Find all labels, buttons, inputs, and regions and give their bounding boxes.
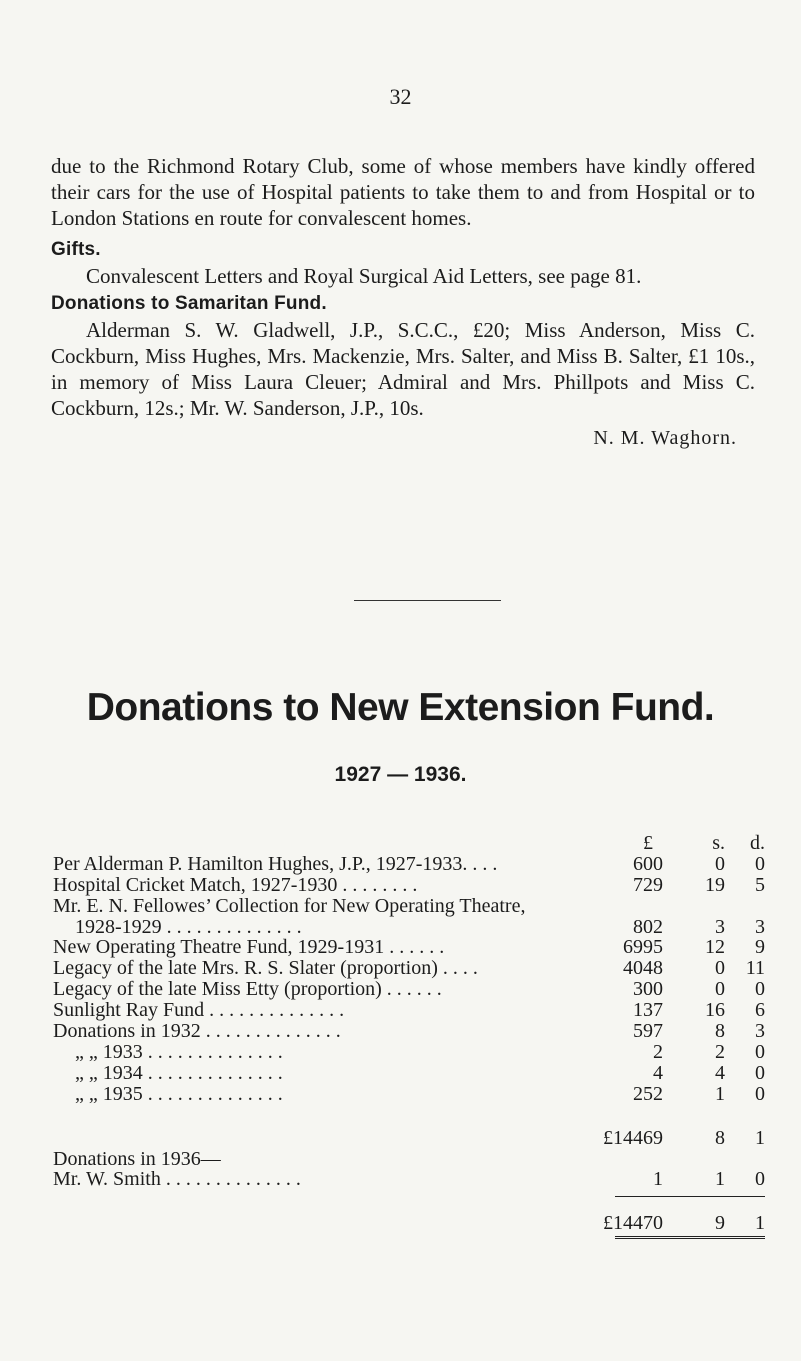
smith-shillings: 1 <box>715 1168 725 1191</box>
subtotal-shillings: 8 <box>715 1126 725 1149</box>
ledger-row <box>53 1084 765 1105</box>
total-rule <box>615 1196 765 1197</box>
ledger-pence: 0 <box>755 1061 765 1084</box>
ledger-shillings: 2 <box>715 1040 725 1063</box>
ledger-pounds: 597 <box>633 1020 663 1043</box>
ledger-row <box>53 1021 765 1042</box>
ledger-pounds: 729 <box>633 873 663 896</box>
ledger-desc: Legacy of the late Miss Etty (proportion) . . . . . . <box>53 978 442 1001</box>
ledger-pence: 3 <box>755 915 765 938</box>
signature: N. M. Waghorn. <box>593 427 737 449</box>
ledger-pounds: 300 <box>633 978 663 1001</box>
ledger-pounds: 2 <box>653 1040 663 1063</box>
total-double-rule <box>615 1236 765 1239</box>
gifts-text: Convalescent Letters and Royal Surgical Aid Letters, see page 81. <box>86 264 642 288</box>
donations-1936-label-row <box>53 1149 765 1170</box>
ledger-row <box>53 937 765 958</box>
ledger-desc: Per Alderman P. Hamilton Hughes, J.P., 1927-1933. . . . <box>53 852 498 875</box>
ledger-pounds: 4 <box>653 1061 663 1084</box>
ledger-pounds: 4048 <box>623 957 663 980</box>
ledger-desc: Legacy of the late Mrs. R. S. Slater (proportion) . . . . <box>53 957 478 980</box>
total-pounds: £14470 <box>603 1212 663 1235</box>
pounds-header: £ <box>643 832 653 854</box>
ledger-row <box>53 854 765 875</box>
total-row <box>53 1212 765 1234</box>
ledger-pence: 0 <box>755 1082 765 1105</box>
intro-paragraph: due to the Richmond Rotary Club, some of whose members have kindly offered their cars for the use of Hospital patients to take them to and from Hospital or to London Stations en route for convalescent homes. <box>51 154 755 230</box>
ledger-shillings: 19 <box>705 873 725 896</box>
ledger-row <box>53 1063 765 1084</box>
ledger-shillings: 8 <box>715 1020 725 1043</box>
ledger-pence: 5 <box>755 873 765 896</box>
ledger-desc: Donations in 1932 . . . . . . . . . . . . . . <box>53 1020 341 1043</box>
body-text <box>51 153 755 451</box>
ledger-shillings: 0 <box>715 978 725 1001</box>
ledger-shillings: 3 <box>715 915 725 938</box>
ledger-pence: 0 <box>755 852 765 875</box>
subtotal-pounds: £14469 <box>603 1126 663 1149</box>
ledger-row <box>53 1000 765 1021</box>
ledger-row <box>53 896 765 917</box>
ledger-pounds: 802 <box>633 915 663 938</box>
ledger-desc: „ „ 1935 . . . . . . . . . . . . . . <box>75 1082 283 1105</box>
ledger-desc: „ „ 1934 . . . . . . . . . . . . . . <box>75 1061 283 1084</box>
donations-ledger <box>53 833 765 1242</box>
ledger-pence: 0 <box>755 978 765 1001</box>
ledger-pounds: 6995 <box>623 936 663 959</box>
ledger-shillings: 0 <box>715 852 725 875</box>
ledger-pence: 11 <box>745 957 765 980</box>
subtotal-row <box>53 1127 765 1149</box>
subtotal-pence: 1 <box>755 1126 765 1149</box>
ledger-row <box>53 958 765 979</box>
section-divider <box>354 600 501 601</box>
smith-pence: 0 <box>755 1168 765 1191</box>
ledger-row <box>53 979 765 1000</box>
pence-header: d. <box>750 832 765 854</box>
ledger-row <box>53 1042 765 1063</box>
ledger-pence: 9 <box>755 936 765 959</box>
ledger-desc: New Operating Theatre Fund, 1929-1931 . . . . . . <box>53 936 445 959</box>
ledger-pence: 3 <box>755 1020 765 1043</box>
ledger-pounds: 600 <box>633 852 663 875</box>
samaritan-heading: Donations to Samaritan Fund. <box>51 293 327 314</box>
ledger-shillings: 1 <box>715 1082 725 1105</box>
ledger-shillings: 12 <box>705 936 725 959</box>
ledger-pounds: 137 <box>633 999 663 1022</box>
smith-pounds: 1 <box>653 1168 663 1191</box>
samaritan-text: Alderman S. W. Gladwell, J.P., S.C.C., £20; Miss Anderson, Miss C. Cockburn, Miss Hughes, Mrs. Mackenzie, Mrs. Salter, and Miss B. Salter, £1 10s., in memory of Miss Laura Cleuer; Admiral and Mrs. Phillpots and Miss C. Cockburn, 12s.; Mr. W. Sanderson, J.P., 10s. <box>51 318 755 420</box>
page-number: 32 <box>389 84 412 109</box>
total-shillings: 9 <box>715 1212 725 1235</box>
ledger-pounds: 252 <box>633 1082 663 1105</box>
smith-desc: Mr. W. Smith . . . . . . . . . . . . . . <box>53 1168 301 1191</box>
ledger-row <box>53 917 765 938</box>
ledger-row <box>53 875 765 896</box>
gifts-heading: Gifts. <box>51 239 101 260</box>
ledger-shillings: 4 <box>715 1061 725 1084</box>
ledger-pence: 6 <box>755 999 765 1022</box>
ledger-shillings: 16 <box>705 999 725 1022</box>
ledger-desc: 1928-1929 . . . . . . . . . . . . . . <box>75 915 302 938</box>
ledger-shillings: 0 <box>715 957 725 980</box>
total-pence: 1 <box>755 1212 765 1235</box>
ledger-desc: „ „ 1933 . . . . . . . . . . . . . . <box>75 1040 283 1063</box>
extension-years: 1927 — 1936. <box>334 763 467 786</box>
ledger-row-smith <box>53 1169 765 1190</box>
ledger-desc: Sunlight Ray Fund . . . . . . . . . . . . . . <box>53 999 345 1022</box>
shillings-header: s. <box>712 832 725 854</box>
ledger-desc: Mr. E. N. Fellowes’ Collection for New Operating Theatre, <box>53 894 526 917</box>
donations-1936-label: Donations in 1936— <box>53 1147 221 1170</box>
ledger-desc: Hospital Cricket Match, 1927-1930 . . . . . . . . <box>53 873 418 896</box>
ledger-header <box>53 833 765 854</box>
ledger-pence: 0 <box>755 1040 765 1063</box>
extension-title: Donations to New Extension Fund. <box>86 686 715 729</box>
